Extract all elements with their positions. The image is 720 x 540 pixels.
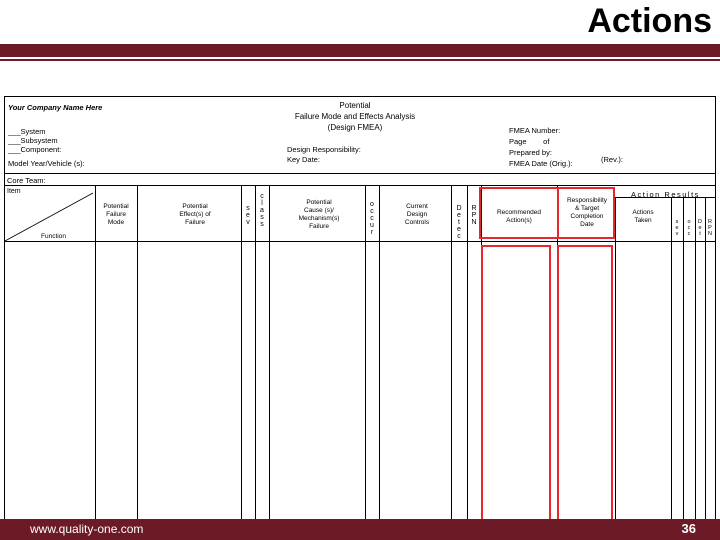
responsibility-highlight-column bbox=[557, 245, 613, 525]
detection-header bbox=[454, 205, 464, 240]
header-char: c bbox=[457, 233, 461, 240]
action-results-header: Action Results bbox=[631, 190, 700, 199]
header-char: N bbox=[708, 231, 712, 237]
col-divider bbox=[695, 197, 696, 529]
slide-title: Actions bbox=[587, 2, 712, 40]
header-char: e bbox=[675, 225, 679, 231]
header-char: t bbox=[458, 219, 460, 226]
col-divider bbox=[241, 185, 242, 529]
header-char: s bbox=[246, 205, 250, 212]
col-divider bbox=[615, 197, 616, 529]
occurrence-header bbox=[367, 201, 377, 236]
responsibility-highlight-header bbox=[557, 187, 615, 239]
header-line: Potential bbox=[182, 203, 208, 210]
header-bottom-rule bbox=[5, 241, 715, 242]
header-line: Potential bbox=[103, 203, 129, 210]
col-divider bbox=[705, 197, 706, 529]
col-divider bbox=[671, 197, 672, 529]
page-label: Page of bbox=[509, 137, 550, 146]
header-line: Date bbox=[580, 221, 594, 228]
form-title-line: Potential bbox=[339, 101, 371, 110]
design-line: Key Date: bbox=[287, 155, 320, 164]
col-divider bbox=[365, 185, 366, 529]
header-char: e bbox=[698, 225, 702, 231]
design-responsibility bbox=[287, 145, 361, 165]
class-header bbox=[257, 193, 267, 228]
company-name: Your Company Name Here bbox=[8, 103, 103, 112]
header-bar bbox=[0, 44, 720, 57]
header-char: o bbox=[370, 201, 374, 208]
header-char: t bbox=[699, 231, 701, 237]
header-line: Failure bbox=[309, 223, 329, 230]
header-char: P bbox=[708, 225, 712, 231]
header-line: Cause (s)/ bbox=[304, 207, 334, 214]
header-char: R bbox=[471, 205, 477, 212]
header-line: Potential bbox=[306, 199, 332, 206]
header-char: c bbox=[687, 231, 691, 237]
header-line: Failure bbox=[185, 219, 205, 226]
fmea-number-label: FMEA Number: bbox=[509, 126, 561, 135]
col-divider bbox=[95, 185, 96, 529]
cause-header bbox=[281, 199, 357, 231]
header-char: o bbox=[687, 219, 691, 225]
model-year-label: Model Year/Vehicle (s): bbox=[8, 159, 85, 168]
col-divider bbox=[255, 185, 256, 529]
header-char: c bbox=[260, 193, 264, 200]
header-char: e bbox=[457, 212, 461, 219]
effects-header bbox=[165, 203, 225, 227]
col-divider bbox=[467, 185, 468, 529]
header-char: N bbox=[471, 219, 477, 226]
header-char: v bbox=[246, 219, 250, 226]
col-divider bbox=[379, 185, 380, 529]
result-detection-header bbox=[695, 219, 705, 237]
header-line: Failure bbox=[106, 211, 126, 218]
header-char: c bbox=[370, 208, 374, 215]
fmea-form bbox=[4, 96, 716, 528]
header-char: v bbox=[675, 231, 679, 237]
header-char: c bbox=[370, 215, 374, 222]
function-label: Function bbox=[41, 233, 66, 240]
header-line: Taken bbox=[634, 217, 652, 224]
result-occurrence-header bbox=[684, 219, 694, 237]
core-team-label: Core Team: bbox=[7, 176, 46, 185]
form-title-line: Failure Mode and Effects Analysis bbox=[294, 112, 416, 121]
col-divider bbox=[683, 197, 684, 529]
header-char: D bbox=[698, 219, 702, 225]
header-line: Responsibility bbox=[566, 197, 608, 204]
header-rule bbox=[0, 59, 720, 61]
header-char: R bbox=[708, 219, 712, 225]
header-line: & Target bbox=[574, 205, 600, 212]
component-checkbox-label: ___Component: bbox=[8, 145, 62, 154]
failure-mode-header bbox=[95, 203, 137, 227]
header-line: Recommended bbox=[496, 209, 542, 216]
header-char: e bbox=[246, 212, 250, 219]
recommended-actions-highlight-column bbox=[481, 245, 551, 525]
result-rpn-header bbox=[705, 219, 715, 237]
header-char: r bbox=[370, 229, 374, 236]
header-char: u bbox=[370, 222, 374, 229]
header-line: Mode bbox=[107, 219, 125, 226]
header-line: Current bbox=[406, 203, 428, 210]
fmea-date-label: FMEA Date (Orig.): bbox=[509, 159, 573, 168]
fmea-info bbox=[509, 125, 573, 169]
header-line: Controls bbox=[404, 219, 430, 226]
header-char: D bbox=[456, 205, 462, 212]
header-line: Effect(s) of bbox=[179, 211, 211, 218]
col-divider bbox=[269, 185, 270, 529]
form-title-line: (Design FMEA) bbox=[327, 123, 383, 132]
header-char: l bbox=[261, 200, 263, 207]
header-char: s bbox=[675, 219, 679, 225]
controls-header bbox=[389, 203, 445, 227]
header-line: Mechanism(s) bbox=[298, 215, 340, 222]
col-divider bbox=[451, 185, 452, 529]
system-checkbox-label: ___System bbox=[8, 127, 46, 136]
header-char: P bbox=[471, 212, 477, 219]
item-label: Item bbox=[7, 188, 21, 195]
header-char: s bbox=[260, 214, 264, 221]
header-char: e bbox=[457, 226, 461, 233]
divider bbox=[5, 185, 715, 186]
actions-taken-header bbox=[617, 209, 669, 225]
recommended-actions-highlight-header bbox=[479, 187, 559, 239]
prepared-by-label: Prepared by: bbox=[509, 148, 552, 157]
result-severity-header bbox=[672, 219, 682, 237]
form-title bbox=[285, 100, 425, 133]
header-line: Actions bbox=[632, 209, 654, 216]
subsystem-checkbox-label: ___Subsystem bbox=[8, 136, 58, 145]
design-line: Design Responsibility: bbox=[287, 145, 361, 154]
divider bbox=[5, 173, 715, 174]
header-char: a bbox=[260, 207, 264, 214]
header-char: s bbox=[260, 221, 264, 228]
severity-header bbox=[243, 205, 253, 226]
rpn-header bbox=[469, 205, 479, 226]
header-char: c bbox=[687, 225, 691, 231]
col-divider bbox=[137, 185, 138, 529]
header-line: Design bbox=[406, 211, 428, 218]
rev-label: (Rev.): bbox=[601, 155, 623, 164]
header-line: Action(s) bbox=[506, 217, 532, 224]
page-number: 36 bbox=[681, 521, 696, 536]
footer-url: www.quality-one.com bbox=[30, 522, 144, 536]
header-line: Completion bbox=[570, 213, 604, 220]
